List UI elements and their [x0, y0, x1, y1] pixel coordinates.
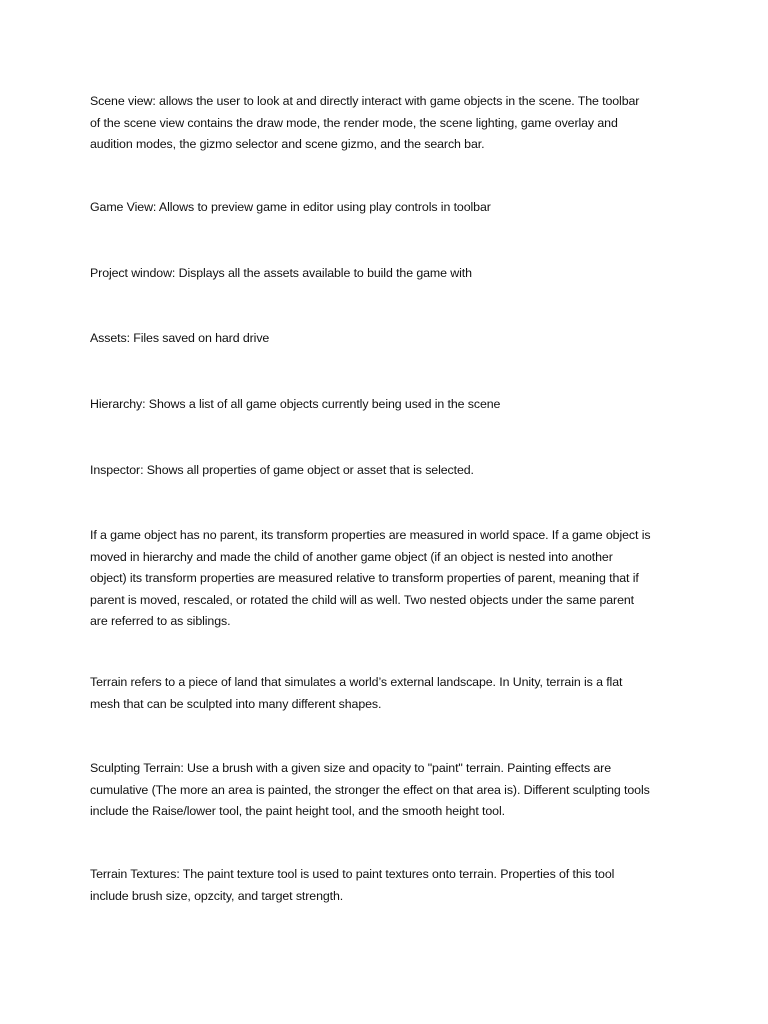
text-line: Game View: Allows to preview game in editor using play controls in toolbar [90, 200, 491, 214]
paragraph-project-window [90, 263, 690, 285]
text-line: Assets: Files saved on hard drive [90, 331, 270, 345]
text-line: parent is moved, rescaled, or rotated the child will as well. Two nested objects under the same parent [90, 592, 635, 607]
text-line: moved in hierarchy and made the child of another game object (if an object is nested into another [90, 549, 613, 564]
text-line: object) its transform properties are measured relative to transform properties of parent, meaning that if [90, 571, 639, 586]
text-line: mesh that can be sculpted into many different shapes. [90, 696, 382, 711]
text-line: of the scene view contains the draw mode, the render mode, the scene lighting, game overlay and [90, 115, 618, 130]
paragraph-terrain [90, 672, 690, 715]
text-line: Terrain refers to a piece of land that simulates a world’s external landscape. In Unity, terrain is a flat [90, 675, 623, 689]
text-line: Project window: Displays all the assets available to build the game with [90, 266, 472, 280]
text-line: include the Raise/lower tool, the paint height tool, and the smooth height tool. [90, 804, 505, 819]
paragraph-sculpting-terrain [90, 758, 690, 823]
text-line: Scene view: allows the user to look at and directly interact with game objects in the scene. The toolbar [90, 94, 640, 108]
paragraph-hierarchy [90, 394, 690, 416]
text-line: include brush size, opzcity, and target strength. [90, 888, 344, 903]
paragraph-assets [90, 328, 690, 350]
paragraph-scene-view [90, 91, 690, 156]
paragraph-terrain-textures [90, 864, 690, 907]
text-line: If a game object has no parent, its transform properties are measured in world space. If a game object is [90, 528, 651, 542]
text-line: Sculpting Terrain: Use a brush with a given size and opacity to "paint" terrain. Painting effects are [90, 761, 612, 775]
text-line: Inspector: Shows all properties of game object or asset that is selected. [90, 463, 474, 477]
text-line: Terrain Textures: The paint texture tool is used to paint textures onto terrain. Properties of this tool [90, 867, 615, 881]
text-line: audition modes, the gizmo selector and scene gizmo, and the search bar. [90, 137, 485, 152]
text-line: are referred to as siblings. [90, 614, 231, 629]
text-line: cumulative (The more an area is painted, the stronger the effect on that area is). Different sculpting tools [90, 782, 650, 797]
paragraph-inspector [90, 460, 690, 482]
text-line: Hierarchy: Shows a list of all game objects currently being used in the scene [90, 397, 501, 411]
paragraph-game-view [90, 197, 690, 219]
paragraph-transform [90, 525, 690, 633]
